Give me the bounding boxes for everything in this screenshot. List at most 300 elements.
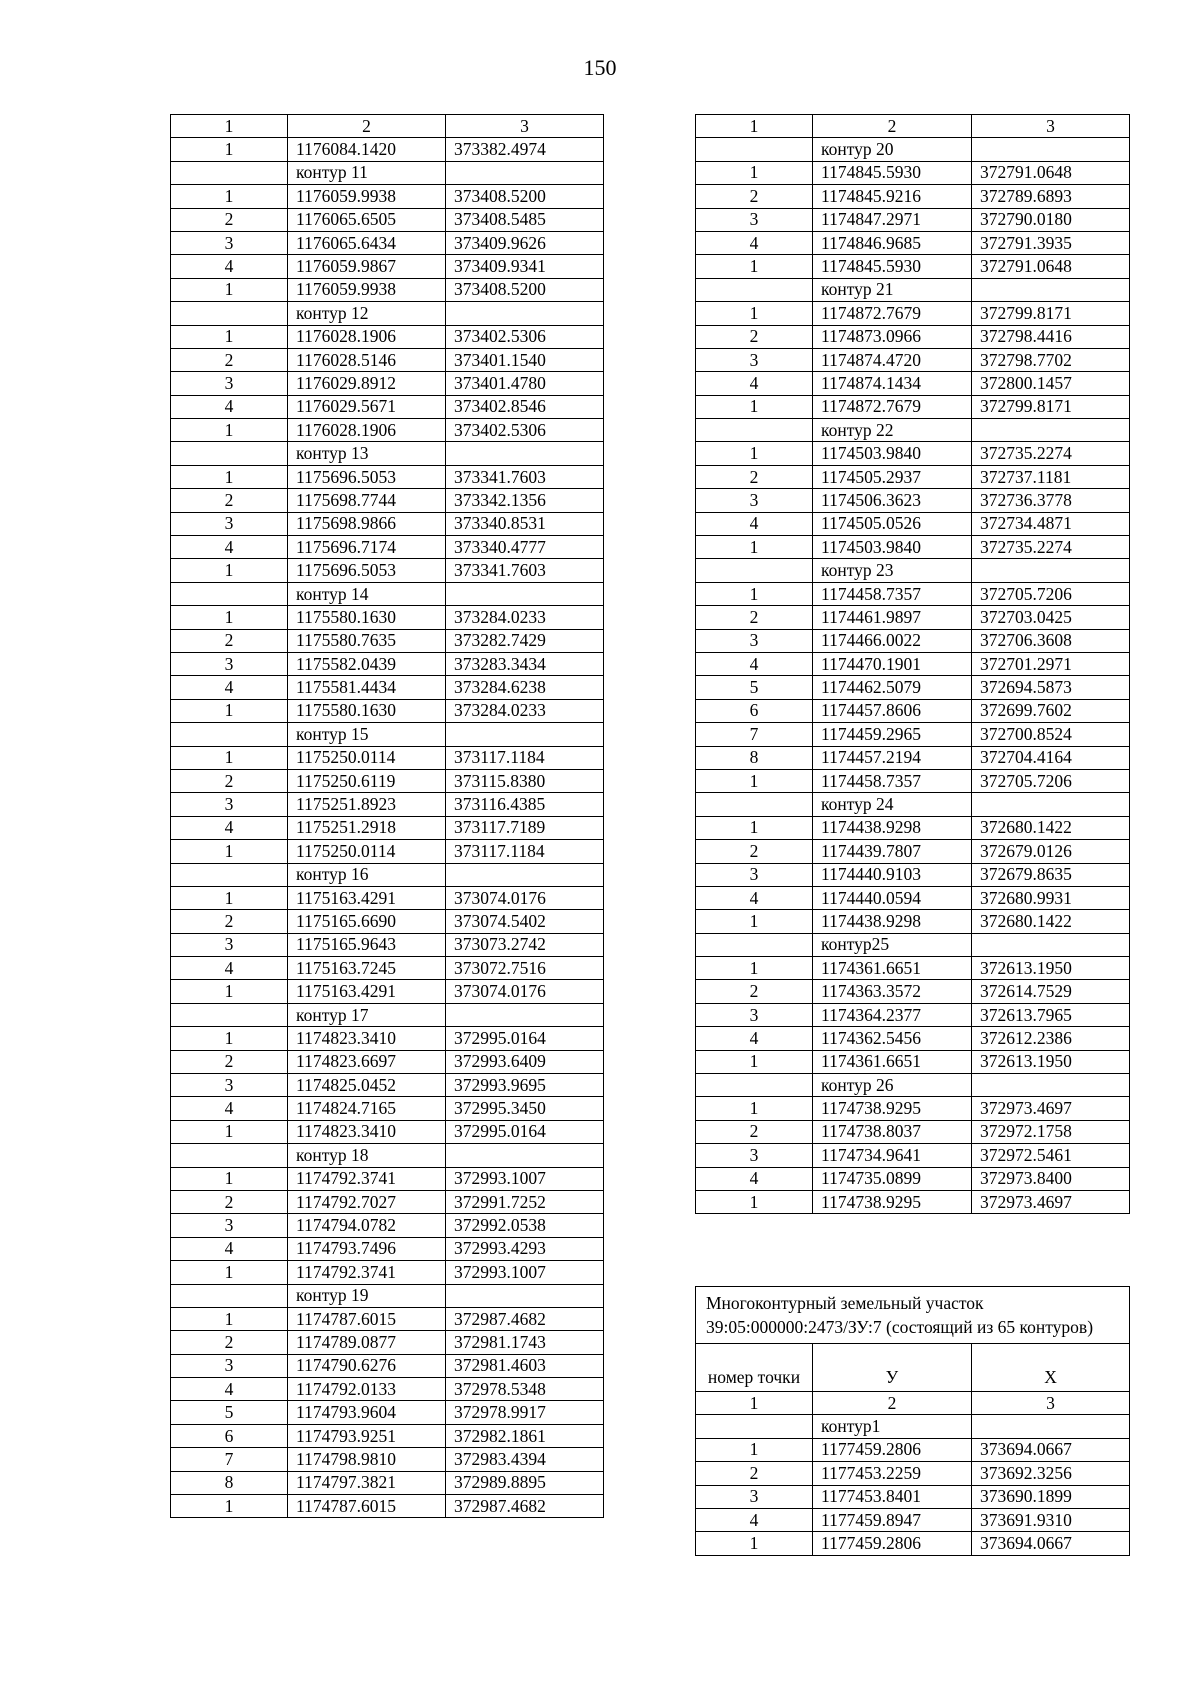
- point-number-cell: 1: [696, 255, 813, 278]
- table-row: [171, 1190, 604, 1213]
- table-row: [171, 769, 604, 792]
- point-number-cell: 1: [171, 465, 288, 488]
- point-number-cell: 3: [171, 372, 288, 395]
- x-coordinate-cell: 373282.7429: [446, 629, 604, 652]
- point-number-cell: 2: [171, 489, 288, 512]
- y-coordinate-cell: 1177459.8947: [813, 1508, 972, 1531]
- y-coordinate-cell: 1175581.4434: [288, 676, 446, 699]
- x-coordinate-cell: 372791.0648: [972, 161, 1130, 184]
- point-number-cell: 2: [696, 325, 813, 348]
- table-row: [696, 185, 1130, 208]
- point-number-cell: 1: [171, 980, 288, 1003]
- x-coordinate-cell: [972, 138, 1130, 161]
- x-coordinate-cell: 372791.0648: [972, 255, 1130, 278]
- x-coordinate-cell: 373283.3434: [446, 652, 604, 675]
- point-number-cell: 4: [696, 1167, 813, 1190]
- point-number-cell: 1: [696, 395, 813, 418]
- point-number-cell: [696, 933, 813, 956]
- y-coordinate-cell: контур 26: [813, 1074, 972, 1097]
- table-row: [171, 1237, 604, 1260]
- y-coordinate-cell: контур 24: [813, 793, 972, 816]
- table-row: [696, 489, 1130, 512]
- x-coordinate-cell: [972, 933, 1130, 956]
- table-row: [696, 1532, 1130, 1555]
- y-coordinate-cell: 1175250.0114: [288, 746, 446, 769]
- y-coordinate-cell: 1175250.0114: [288, 840, 446, 863]
- x-coordinate-cell: 372983.4394: [446, 1448, 604, 1471]
- x-coordinate-cell: 372799.8171: [972, 395, 1130, 418]
- x-coordinate-cell: 373382.4974: [446, 138, 604, 161]
- x-coordinate-cell: 372735.2274: [972, 442, 1130, 465]
- table-row: [696, 536, 1130, 559]
- point-number-cell: 1: [171, 138, 288, 161]
- x-coordinate-cell: 373072.7516: [446, 957, 604, 980]
- y-coordinate-cell: 1174824.7165: [288, 1097, 446, 1120]
- point-number-cell: 1: [696, 1097, 813, 1120]
- contour-label-row: [696, 278, 1130, 301]
- x-coordinate-cell: 372614.7529: [972, 980, 1130, 1003]
- y-coordinate-cell: 1174873.0966: [813, 325, 972, 348]
- y-coordinate-cell: 1176028.1906: [288, 325, 446, 348]
- x-coordinate-cell: 372613.1950: [972, 957, 1130, 980]
- point-number-cell: [171, 161, 288, 184]
- x-coordinate-cell: 373117.1184: [446, 746, 604, 769]
- x-coordinate-cell: 373341.7603: [446, 465, 604, 488]
- x-coordinate-cell: 373402.5306: [446, 325, 604, 348]
- y-coordinate-cell: 1174362.5456: [813, 1027, 972, 1050]
- point-number-cell: 3: [696, 1003, 813, 1026]
- y-coordinate-cell: 1176029.5671: [288, 395, 446, 418]
- point-number-cell: 1: [696, 1438, 813, 1461]
- y-coordinate-cell: 1174845.5930: [813, 255, 972, 278]
- y-coordinate-cell: 1174361.6651: [813, 957, 972, 980]
- point-number-cell: 1: [171, 1307, 288, 1330]
- point-number-cell: 1: [696, 1190, 813, 1213]
- table-row: [696, 816, 1130, 839]
- y-coordinate-cell: 1174823.3410: [288, 1120, 446, 1143]
- x-coordinate-cell: [446, 582, 604, 605]
- table-row: [171, 208, 604, 231]
- y-coordinate-cell: 1174458.7357: [813, 582, 972, 605]
- y-coordinate-cell: 1175696.5053: [288, 559, 446, 582]
- table-row: [171, 325, 604, 348]
- parcel-coordinates-table: [695, 1286, 1130, 1556]
- table-row: [696, 1120, 1130, 1143]
- point-number-cell: 1: [171, 1167, 288, 1190]
- x-coordinate-cell: [972, 1415, 1130, 1438]
- point-number-cell: [696, 419, 813, 442]
- x-coordinate-cell: 372706.3608: [972, 629, 1130, 652]
- table-row: [696, 886, 1130, 909]
- y-coordinate-cell: 1175696.5053: [288, 465, 446, 488]
- x-coordinate-cell: 372973.4697: [972, 1190, 1130, 1213]
- x-coordinate-cell: 372680.1422: [972, 816, 1130, 839]
- x-coordinate-cell: 372736.3778: [972, 489, 1130, 512]
- table-row: [171, 512, 604, 535]
- table-row: [696, 1097, 1130, 1120]
- table-row: [696, 1003, 1130, 1026]
- table-row: [696, 465, 1130, 488]
- point-number-cell: 3: [696, 629, 813, 652]
- table-row: [696, 1438, 1130, 1461]
- table-row: [696, 980, 1130, 1003]
- y-coordinate-cell: 1174505.2937: [813, 465, 972, 488]
- point-number-cell: 4: [696, 512, 813, 535]
- contour-label-row: [171, 442, 604, 465]
- x-coordinate-cell: 373694.0667: [972, 1532, 1130, 1555]
- point-number-cell: 7: [171, 1448, 288, 1471]
- point-number-cell: 4: [696, 372, 813, 395]
- table-row: [696, 699, 1130, 722]
- table-row: [171, 419, 604, 442]
- table-row: [171, 1401, 604, 1424]
- point-number-cell: 3: [171, 512, 288, 535]
- y-coordinate-cell: 1174363.3572: [813, 980, 972, 1003]
- x-coordinate-cell: 373341.7603: [446, 559, 604, 582]
- x-coordinate-cell: 372705.7206: [972, 769, 1130, 792]
- table-row: [171, 1074, 604, 1097]
- contour-label-row: [696, 1415, 1130, 1438]
- y-coordinate-cell: 1174503.9840: [813, 536, 972, 559]
- x-coordinate-cell: 373117.7189: [446, 816, 604, 839]
- column-number-cell: 2: [813, 1392, 972, 1415]
- x-coordinate-cell: [972, 278, 1130, 301]
- y-coordinate-cell: контур 19: [288, 1284, 446, 1307]
- x-coordinate-cell: 373694.0667: [972, 1438, 1130, 1461]
- y-coordinate-cell: контур 14: [288, 582, 446, 605]
- y-coordinate-cell: 1176029.8912: [288, 372, 446, 395]
- y-coordinate-cell: 1176028.5146: [288, 348, 446, 371]
- x-coordinate-cell: 373409.9341: [446, 255, 604, 278]
- point-number-cell: [696, 278, 813, 301]
- point-number-cell: [696, 138, 813, 161]
- point-number-cell: 1: [696, 1050, 813, 1073]
- y-coordinate-cell: 1174793.7496: [288, 1237, 446, 1260]
- x-coordinate-cell: 372680.1422: [972, 910, 1130, 933]
- x-coordinate-cell: [446, 863, 604, 886]
- table-row: [696, 395, 1130, 418]
- point-number-cell: 8: [696, 746, 813, 769]
- table-row: [696, 676, 1130, 699]
- y-coordinate-cell: 1175698.9866: [288, 512, 446, 535]
- table-row: [696, 1027, 1130, 1050]
- x-coordinate-cell: 372982.1861: [446, 1424, 604, 1447]
- y-coordinate-cell: 1174823.6697: [288, 1050, 446, 1073]
- table-row: [171, 1027, 604, 1050]
- y-coordinate-cell: 1174361.6651: [813, 1050, 972, 1073]
- table-row: [696, 723, 1130, 746]
- y-coordinate-cell: 1174364.2377: [813, 1003, 972, 1026]
- x-coordinate-cell: 372798.4416: [972, 325, 1130, 348]
- table-row: [171, 348, 604, 371]
- contour-label-row: [696, 138, 1130, 161]
- table-row: [171, 1097, 604, 1120]
- x-coordinate-cell: 373401.4780: [446, 372, 604, 395]
- point-number-cell: 3: [171, 652, 288, 675]
- y-coordinate-cell: 1174798.9810: [288, 1448, 446, 1471]
- x-coordinate-cell: 373401.1540: [446, 348, 604, 371]
- x-coordinate-cell: 373691.9310: [972, 1508, 1130, 1531]
- y-coordinate-cell: 1174470.1901: [813, 652, 972, 675]
- y-coordinate-cell: 1174462.5079: [813, 676, 972, 699]
- y-coordinate-cell: контур 13: [288, 442, 446, 465]
- x-coordinate-cell: 372798.7702: [972, 348, 1130, 371]
- y-coordinate-cell: 1174506.3623: [813, 489, 972, 512]
- x-coordinate-cell: 372680.9931: [972, 886, 1130, 909]
- point-number-cell: 2: [696, 840, 813, 863]
- point-number-cell: [171, 863, 288, 886]
- column-header-x: Х: [972, 1344, 1130, 1392]
- point-number-cell: 1: [696, 816, 813, 839]
- parcel-column-header-row: [696, 1344, 1130, 1392]
- point-number-cell: 3: [171, 793, 288, 816]
- table-row: [696, 302, 1130, 325]
- table-row: [696, 1167, 1130, 1190]
- x-coordinate-cell: 372705.7206: [972, 582, 1130, 605]
- point-number-cell: 1: [696, 536, 813, 559]
- x-coordinate-cell: 373074.5402: [446, 910, 604, 933]
- point-number-cell: 7: [696, 723, 813, 746]
- point-number-cell: 1: [171, 746, 288, 769]
- table-row: [696, 231, 1130, 254]
- point-number-cell: 1: [171, 1261, 288, 1284]
- point-number-cell: 1: [696, 957, 813, 980]
- x-coordinate-cell: 372973.4697: [972, 1097, 1130, 1120]
- x-coordinate-cell: 372701.2971: [972, 652, 1130, 675]
- y-coordinate-cell: контур 22: [813, 419, 972, 442]
- table-header-row: [696, 1392, 1130, 1415]
- y-coordinate-cell: контур 18: [288, 1144, 446, 1167]
- x-coordinate-cell: 372799.8171: [972, 302, 1130, 325]
- y-coordinate-cell: контур 12: [288, 302, 446, 325]
- y-coordinate-cell: 1177453.8401: [813, 1485, 972, 1508]
- point-number-cell: 1: [171, 278, 288, 301]
- point-number-cell: 1: [696, 302, 813, 325]
- point-number-cell: 4: [171, 395, 288, 418]
- x-coordinate-cell: 372978.5348: [446, 1378, 604, 1401]
- y-coordinate-cell: 1174438.9298: [813, 816, 972, 839]
- y-coordinate-cell: 1174793.9251: [288, 1424, 446, 1447]
- point-number-cell: 6: [171, 1424, 288, 1447]
- table-row: [696, 1144, 1130, 1167]
- table-row: [696, 629, 1130, 652]
- y-coordinate-cell: 1174738.9295: [813, 1190, 972, 1213]
- y-coordinate-cell: контур 15: [288, 723, 446, 746]
- point-number-cell: 1: [696, 161, 813, 184]
- x-coordinate-cell: 373284.0233: [446, 699, 604, 722]
- y-coordinate-cell: 1174734.9641: [813, 1144, 972, 1167]
- table-row: [696, 255, 1130, 278]
- table-row: [171, 1261, 604, 1284]
- point-number-cell: 3: [696, 1485, 813, 1508]
- x-coordinate-cell: 372992.0538: [446, 1214, 604, 1237]
- y-coordinate-cell: 1175696.7174: [288, 536, 446, 559]
- table-row: [171, 185, 604, 208]
- point-number-cell: 1: [171, 325, 288, 348]
- x-coordinate-cell: 373340.8531: [446, 512, 604, 535]
- point-number-cell: 2: [696, 185, 813, 208]
- y-coordinate-cell: 1174459.2965: [813, 723, 972, 746]
- y-coordinate-cell: 1175251.8923: [288, 793, 446, 816]
- point-number-cell: [171, 1284, 288, 1307]
- x-coordinate-cell: 372987.4682: [446, 1307, 604, 1330]
- point-number-cell: 4: [171, 1237, 288, 1260]
- x-coordinate-cell: 372704.4164: [972, 746, 1130, 769]
- x-coordinate-cell: 373408.5200: [446, 278, 604, 301]
- y-coordinate-cell: 1176065.6505: [288, 208, 446, 231]
- y-coordinate-cell: 1174845.5930: [813, 161, 972, 184]
- point-number-cell: 2: [171, 769, 288, 792]
- table-row: [171, 1495, 604, 1518]
- x-coordinate-cell: [446, 161, 604, 184]
- table-row: [171, 465, 604, 488]
- contour-label-row: [171, 582, 604, 605]
- point-number-cell: [696, 1074, 813, 1097]
- table-row: [171, 1448, 604, 1471]
- point-number-cell: 1: [171, 1027, 288, 1050]
- column-number-cell: 2: [288, 115, 446, 138]
- point-number-cell: 1: [171, 1120, 288, 1143]
- x-coordinate-cell: 373115.8380: [446, 769, 604, 792]
- point-number-cell: [171, 1003, 288, 1026]
- table-row: [171, 1354, 604, 1377]
- point-number-cell: [171, 582, 288, 605]
- y-coordinate-cell: 1174872.7679: [813, 395, 972, 418]
- x-coordinate-cell: 372981.4603: [446, 1354, 604, 1377]
- contour-label-row: [696, 793, 1130, 816]
- column-number-cell: 3: [972, 115, 1130, 138]
- table-row: [171, 793, 604, 816]
- point-number-cell: 1: [696, 1532, 813, 1555]
- point-number-cell: [171, 1144, 288, 1167]
- x-coordinate-cell: 372987.4682: [446, 1495, 604, 1518]
- point-number-cell: 4: [696, 652, 813, 675]
- y-coordinate-cell: 1174438.9298: [813, 910, 972, 933]
- point-number-cell: 3: [171, 231, 288, 254]
- y-coordinate-cell: контур 16: [288, 863, 446, 886]
- y-coordinate-cell: 1174440.0594: [813, 886, 972, 909]
- point-number-cell: 3: [696, 863, 813, 886]
- y-coordinate-cell: 1176065.6434: [288, 231, 446, 254]
- contour-label-row: [171, 863, 604, 886]
- y-coordinate-cell: 1174440.9103: [813, 863, 972, 886]
- column-number-cell: 1: [696, 1392, 813, 1415]
- x-coordinate-cell: 373073.2742: [446, 933, 604, 956]
- point-number-cell: 4: [171, 957, 288, 980]
- x-coordinate-cell: 372612.2386: [972, 1027, 1130, 1050]
- point-number-cell: [171, 723, 288, 746]
- x-coordinate-cell: [446, 302, 604, 325]
- table-row: [696, 512, 1130, 535]
- x-coordinate-cell: 372981.1743: [446, 1331, 604, 1354]
- table-row: [696, 652, 1130, 675]
- contour-label-row: [171, 1284, 604, 1307]
- point-number-cell: [171, 302, 288, 325]
- point-number-cell: 1: [171, 1495, 288, 1518]
- y-coordinate-cell: 1174789.0877: [288, 1331, 446, 1354]
- point-number-cell: 1: [696, 910, 813, 933]
- point-number-cell: 2: [171, 1331, 288, 1354]
- point-number-cell: 6: [696, 699, 813, 722]
- column-header-y: У: [813, 1344, 972, 1392]
- table-row: [696, 840, 1130, 863]
- x-coordinate-cell: 372800.1457: [972, 372, 1130, 395]
- table-row: [171, 395, 604, 418]
- y-coordinate-cell: 1174794.0782: [288, 1214, 446, 1237]
- point-number-cell: 3: [171, 1354, 288, 1377]
- table-row: [171, 536, 604, 559]
- y-coordinate-cell: 1174825.0452: [288, 1074, 446, 1097]
- y-coordinate-cell: 1175582.0439: [288, 652, 446, 675]
- y-coordinate-cell: контур 11: [288, 161, 446, 184]
- y-coordinate-cell: 1174466.0022: [813, 629, 972, 652]
- y-coordinate-cell: 1176059.9938: [288, 278, 446, 301]
- y-coordinate-cell: 1175163.7245: [288, 957, 446, 980]
- x-coordinate-cell: 372613.7965: [972, 1003, 1130, 1026]
- y-coordinate-cell: 1176028.1906: [288, 419, 446, 442]
- point-number-cell: 3: [171, 1214, 288, 1237]
- parcel-title: Многоконтурный земельный участок 39:05:000000:2473/ЗУ:7 (состоящий из 65 контуров): [696, 1287, 1130, 1344]
- x-coordinate-cell: 373690.1899: [972, 1485, 1130, 1508]
- table-row: [696, 161, 1130, 184]
- table-row: [696, 325, 1130, 348]
- y-coordinate-cell: 1175163.4291: [288, 980, 446, 1003]
- y-coordinate-cell: 1175251.2918: [288, 816, 446, 839]
- point-number-cell: 2: [696, 465, 813, 488]
- table-row: [171, 559, 604, 582]
- table-row: [171, 980, 604, 1003]
- contour-label-row: [696, 1074, 1130, 1097]
- x-coordinate-cell: 372679.8635: [972, 863, 1130, 886]
- x-coordinate-cell: [446, 1003, 604, 1026]
- x-coordinate-cell: 373409.9626: [446, 231, 604, 254]
- table-row: [171, 1378, 604, 1401]
- x-coordinate-cell: 372694.5873: [972, 676, 1130, 699]
- y-coordinate-cell: 1174735.0899: [813, 1167, 972, 1190]
- y-coordinate-cell: 1174872.7679: [813, 302, 972, 325]
- point-number-cell: 4: [696, 1027, 813, 1050]
- table-row: [171, 372, 604, 395]
- contour-label-row: [171, 1144, 604, 1167]
- y-coordinate-cell: 1174846.9685: [813, 231, 972, 254]
- y-coordinate-cell: 1176059.9867: [288, 255, 446, 278]
- table-row: [171, 1050, 604, 1073]
- x-coordinate-cell: [446, 1144, 604, 1167]
- table-row: [171, 1120, 604, 1143]
- table-row: [696, 442, 1130, 465]
- point-number-cell: 1: [171, 419, 288, 442]
- point-number-cell: 1: [171, 699, 288, 722]
- point-number-cell: 1: [171, 840, 288, 863]
- x-coordinate-cell: 372993.4293: [446, 1237, 604, 1260]
- table-row: [171, 255, 604, 278]
- x-coordinate-cell: 372995.0164: [446, 1120, 604, 1143]
- y-coordinate-cell: контур 20: [813, 138, 972, 161]
- table-row: [171, 886, 604, 909]
- y-coordinate-cell: контур 17: [288, 1003, 446, 1026]
- y-coordinate-cell: 1175165.9643: [288, 933, 446, 956]
- y-coordinate-cell: 1174505.0526: [813, 512, 972, 535]
- y-coordinate-cell: 1174792.3741: [288, 1167, 446, 1190]
- table-row: [171, 489, 604, 512]
- y-coordinate-cell: 1175163.4291: [288, 886, 446, 909]
- y-coordinate-cell: 1174874.1434: [813, 372, 972, 395]
- table-row: [171, 606, 604, 629]
- point-number-cell: 3: [696, 489, 813, 512]
- x-coordinate-cell: 372679.0126: [972, 840, 1130, 863]
- x-coordinate-cell: 372993.1007: [446, 1167, 604, 1190]
- table-row: [696, 769, 1130, 792]
